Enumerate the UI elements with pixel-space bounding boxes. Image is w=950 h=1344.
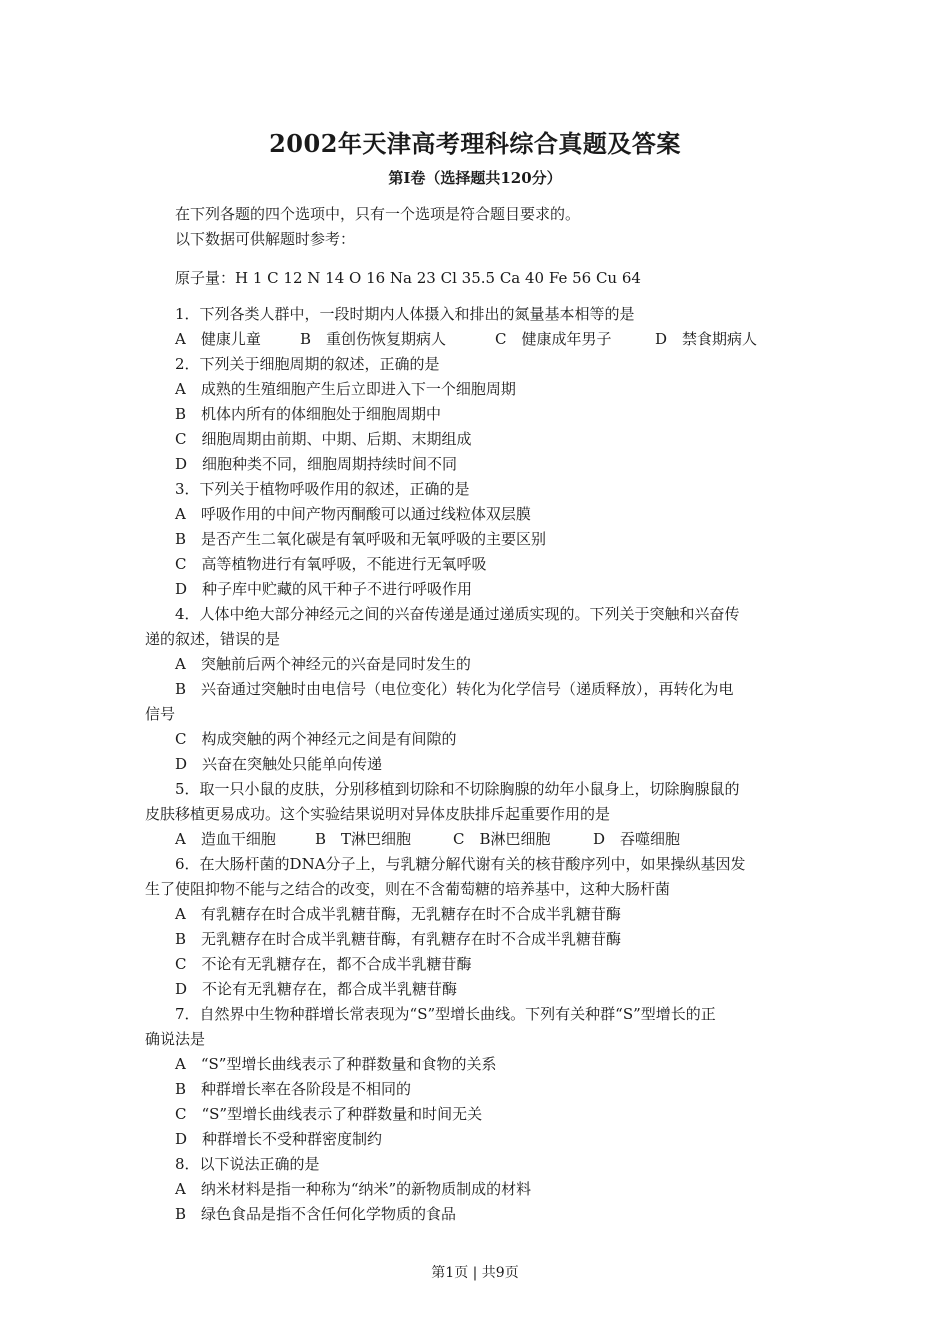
section-subtitle: 第Ⅰ卷（选择题共120分） xyxy=(388,169,562,187)
option-b: B 无乳糖存在时合成半乳糖苷酶，有乳糖存在时不合成半乳糖苷酶 xyxy=(175,930,622,948)
option-a: A 成熟的生殖细胞产生后立即进入下一个细胞周期 xyxy=(175,380,516,398)
atomic-mass-line: 原子量：H 1 C 12 N 14 O 16 Na 23 Cl 35.5 Ca 40 Fe 56 Cu 64 xyxy=(175,269,641,287)
option-c: C 健康成年男子 xyxy=(495,330,612,348)
option-b: B T淋巴细胞 xyxy=(315,830,412,848)
question-6-stem: 6．在大肠杆菌的DNA分子上，与乳糖分解代谢有关的核苷酸序列中，如果操纵基因发 xyxy=(175,855,746,873)
question-1-stem: 1．下列各类人群中，一段时期内人体摄入和排出的氮量基本相等的是 xyxy=(175,305,635,323)
option-b: B 机体内所有的体细胞处于细胞周期中 xyxy=(175,405,442,423)
instructions-line: 在下列各题的四个选项中，只有一个选项是符合题目要求的。 xyxy=(175,205,581,223)
option-a: A 有乳糖存在时合成半乳糖苷酶，无乳糖存在时不合成半乳糖苷酶 xyxy=(175,905,621,923)
option-a: A 健康儿童 xyxy=(175,330,261,348)
question-5-stem-cont: 皮肤移植更易成功。这个实验结果说明对异体皮肤排斥起重要作用的是 xyxy=(145,805,611,823)
option-d: D 禁食期病人 xyxy=(655,330,758,348)
question-2-stem: 2．下列关于细胞周期的叙述，正确的是 xyxy=(175,355,440,373)
option-d: D 不论有无乳糖存在，都合成半乳糖苷酶 xyxy=(175,980,458,998)
option-b: B 重创伤恢复期病人 xyxy=(300,330,447,348)
question-5-options xyxy=(175,829,680,849)
option-d: D 吞噬细胞 xyxy=(593,830,681,848)
question-5-stem: 5．取一只小鼠的皮肤，分别移植到切除和不切除胸腺的幼年小鼠身上，切除胸腺鼠的 xyxy=(175,780,740,798)
question-7-stem-cont: 确说法是 xyxy=(145,1030,206,1048)
option-a: A 造血干细胞 xyxy=(175,830,276,848)
question-1-options xyxy=(175,329,757,349)
option-c: C B淋巴细胞 xyxy=(453,830,551,848)
option-b: B 兴奋通过突触时由电信号（电位变化）转化为化学信号（递质释放），再转化为电 xyxy=(175,680,734,698)
option-a: A “S”型增长曲线表示了种群数量和食物的关系 xyxy=(175,1055,497,1073)
question-6-stem-cont: 生了使阻抑物不能与之结合的改变，则在不含葡萄糖的培养基中，这种大肠杆菌 xyxy=(145,880,671,898)
page-number-footer: 第1页 | 共9页 xyxy=(431,1265,519,1281)
option-b-cont: 信号 xyxy=(145,705,176,723)
option-a: A 突触前后两个神经元的兴奋是同时发生的 xyxy=(175,655,471,673)
option-d: D 兴奋在突触处只能单向传递 xyxy=(175,755,383,773)
option-c: C 不论有无乳糖存在，都不合成半乳糖苷酶 xyxy=(175,955,472,973)
option-b: B 种群增长率在各阶段是不相同的 xyxy=(175,1080,412,1098)
option-c: C 细胞周期由前期、中期、后期、末期组成 xyxy=(175,430,472,448)
option-d: D 种群增长不受种群密度制约 xyxy=(175,1130,383,1148)
question-4-stem: 4．人体中绝大部分神经元之间的兴奋传递是通过递质实现的。下列关于突触和兴奋传 xyxy=(175,605,740,623)
option-a: A 呼吸作用的中间产物丙酮酸可以通过线粒体双层膜 xyxy=(175,505,531,523)
page-title: 2002年天津高考理科综合真题及答案 xyxy=(269,129,681,158)
option-c: C 高等植物进行有氧呼吸，不能进行无氧呼吸 xyxy=(175,555,487,573)
question-4-stem-cont: 递的叙述，错误的是 xyxy=(145,630,281,648)
option-a: A 纳米材料是指一种称为“纳米”的新物质制成的材料 xyxy=(175,1180,532,1198)
question-3-stem: 3．下列关于植物呼吸作用的叙述，正确的是 xyxy=(175,480,470,498)
reference-line: 以下数据可供解题时参考： xyxy=(175,230,356,248)
option-b: B 绿色食品是指不含任何化学物质的食品 xyxy=(175,1205,457,1223)
option-b: B 是否产生二氧化碳是有氧呼吸和无氧呼吸的主要区别 xyxy=(175,530,547,548)
question-7-stem: 7．自然界中生物种群增长常表现为“S”型增长曲线。下列有关种群“S”型增长的正 xyxy=(175,1005,716,1023)
option-c: C 构成突触的两个神经元之间是有间隙的 xyxy=(175,730,457,748)
option-d: D 种子库中贮藏的风干种子不进行呼吸作用 xyxy=(175,580,473,598)
option-c: C “S”型增长曲线表示了种群数量和时间无关 xyxy=(175,1105,483,1123)
option-d: D 细胞种类不同，细胞周期持续时间不同 xyxy=(175,455,458,473)
question-8-stem: 8．以下说法正确的是 xyxy=(175,1155,320,1173)
